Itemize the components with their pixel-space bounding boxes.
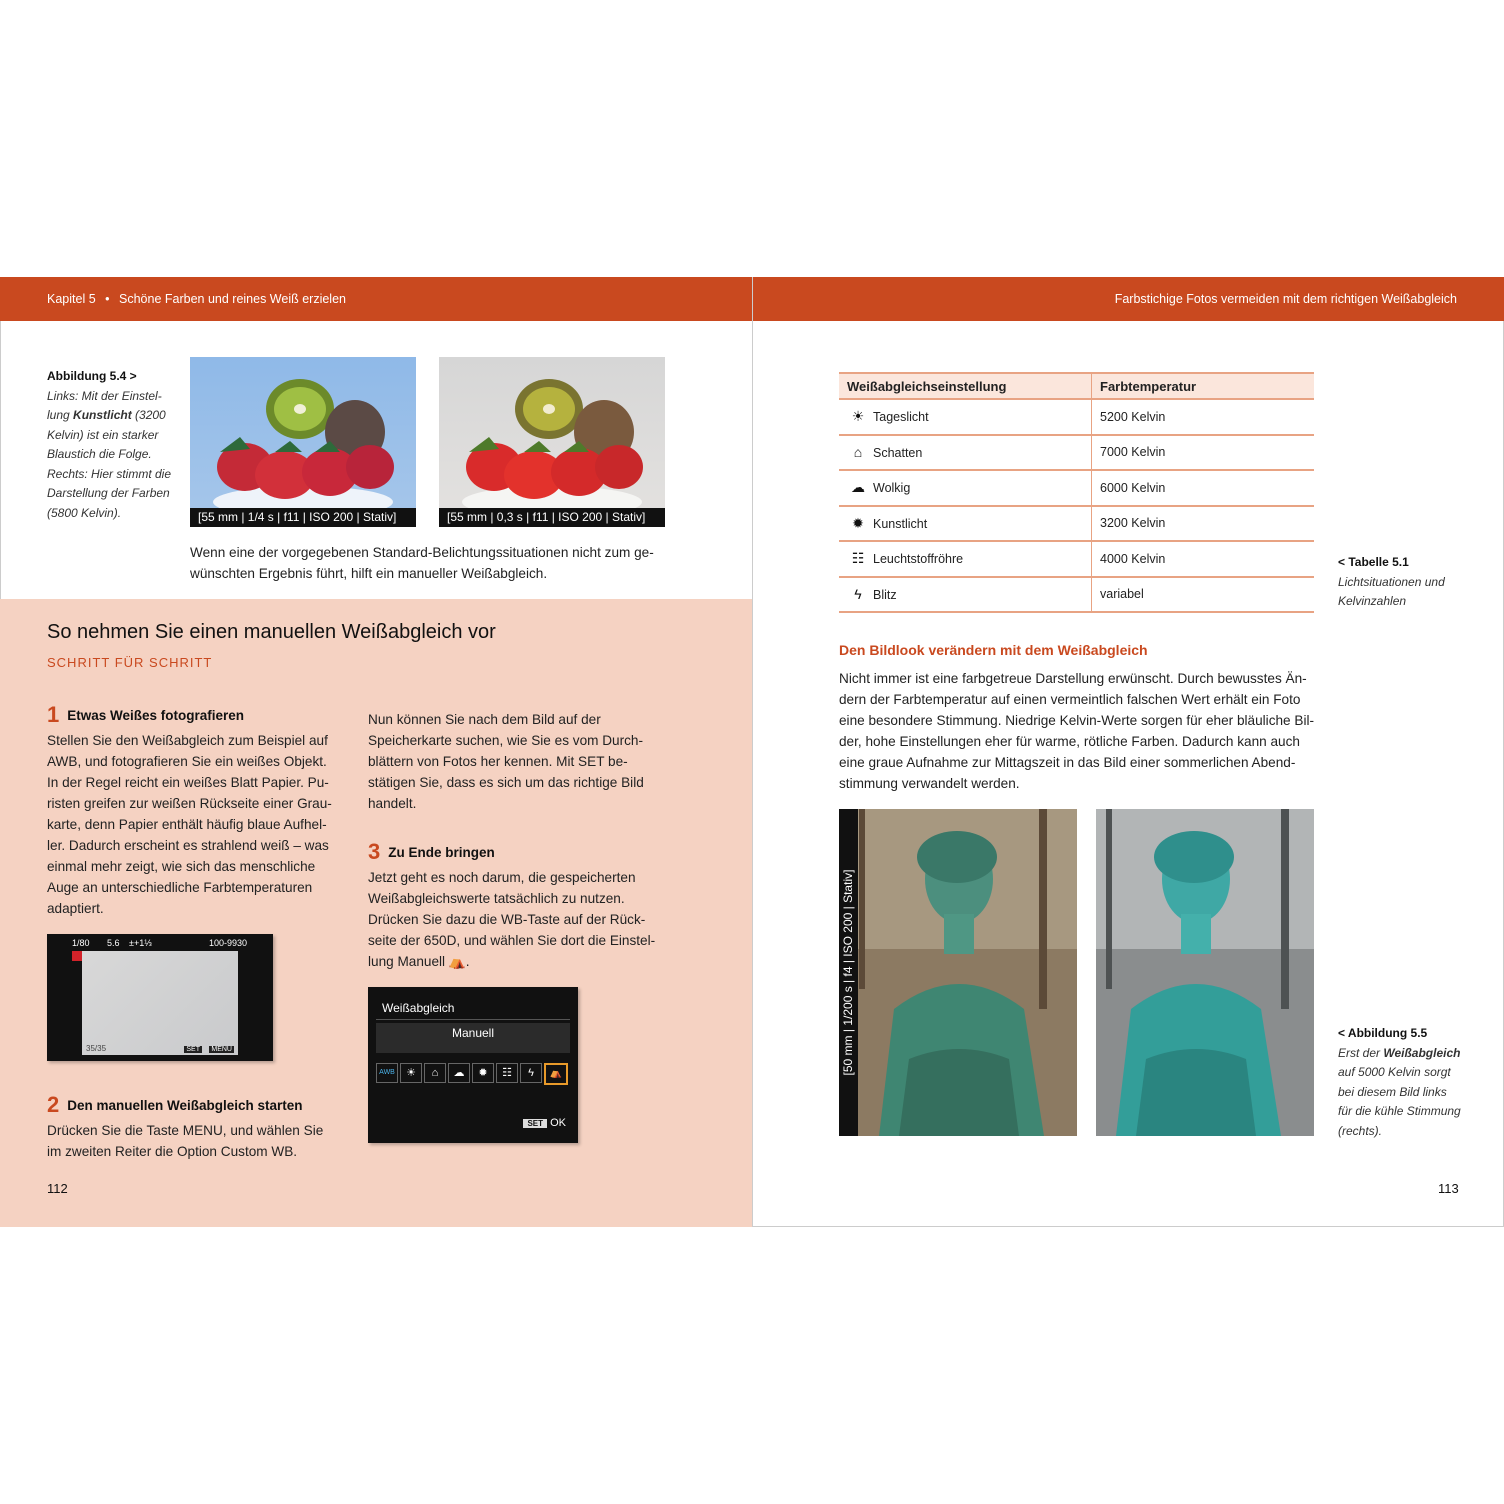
ok-label: OK xyxy=(550,1117,566,1129)
text-line: im zweiten Reiter die Option Custom WB. xyxy=(47,1144,298,1159)
sun-icon: ☀ xyxy=(851,408,865,425)
cell-value: 7000 Kelvin xyxy=(1092,435,1315,471)
text-line: AWB, und fotografieren Sie ein weißes Objekt. xyxy=(47,754,327,769)
figure-label: < Abbildung 5.5 xyxy=(1338,1026,1428,1040)
photo-exif: [55 mm | 1/4 s | f11 | ISO 200 | Stativ] xyxy=(190,508,416,527)
table-row xyxy=(839,541,1314,577)
statue-photo-cool xyxy=(1096,809,1314,1136)
text-line: stätigen Sie, dass es sich um das richtige Bild xyxy=(368,775,644,790)
fruit-photo-blue xyxy=(190,357,416,527)
wb-table-wrapper xyxy=(839,372,1314,613)
sun-icon: ☀ xyxy=(400,1063,422,1083)
book-spread xyxy=(0,277,1504,1227)
step-2-text xyxy=(47,1120,357,1162)
howto-subtitle: SCHRITT FÜR SCHRITT xyxy=(47,655,213,670)
exposure-value: ±+1⅓ xyxy=(129,938,152,948)
table-caption xyxy=(1338,553,1478,612)
text-line: Jetzt geht es noch darum, die gespeicherten xyxy=(368,870,636,885)
figure-label: Abbildung 5.4 > xyxy=(47,369,137,383)
chapter-title: Schöne Farben und reines Weiß erzielen xyxy=(119,292,346,306)
table-row xyxy=(839,470,1314,506)
text-line: der, hohe Einstellungen eher für warme, rötliche Farben. Dadurch kann auch xyxy=(839,734,1300,749)
step-1-text xyxy=(47,730,357,919)
text-line: risten greifen zur weißen Rückseite einer Grau- xyxy=(47,796,332,811)
text-line: Drücken Sie dazu die WB-Taste auf der Rück- xyxy=(368,912,646,927)
text-line: In der Regel reicht ein weißes Blatt Papier. Pu- xyxy=(47,775,329,790)
text-line: Speicherkarte suchen, wie Sie es vom Durch- xyxy=(368,733,644,748)
text-line: stimmung verwandelt werden. xyxy=(839,776,1020,791)
cloud-icon: ☁ xyxy=(851,479,865,496)
cell-value: 4000 Kelvin xyxy=(1092,541,1315,577)
text-line: seite der 650D, und wählen Sie dort die Einstel- xyxy=(368,933,656,948)
left-running-header: Kapitel 5 • Schöne Farben und reines Weiß erzielen xyxy=(0,277,752,321)
photo-exif: [55 mm | 0,3 s | f11 | ISO 200 | Stativ] xyxy=(439,508,665,527)
figure-5-4-caption xyxy=(47,367,177,523)
bulb-icon: ✹ xyxy=(852,514,864,531)
cell-name: Leuchtstoffröhre xyxy=(873,552,964,567)
caption-line: Rechts: Hier stimmt die xyxy=(47,466,172,481)
file-number: 100-9930 xyxy=(209,938,248,948)
caption-line: (rechts). xyxy=(1338,1123,1383,1138)
caption-line: bei diesem Bild links xyxy=(1338,1084,1447,1099)
section-title: Farbstichige Fotos vermeiden mit dem richtigen Weißabgleich xyxy=(1114,292,1457,306)
text-line: Nun können Sie nach dem Bild auf der xyxy=(368,712,601,727)
wb-mode-icons xyxy=(376,1063,572,1085)
cell-value: 3200 Kelvin xyxy=(1092,506,1315,542)
bulb-icon: ✹ xyxy=(472,1063,494,1083)
caption-line: Kelvinzahlen xyxy=(1338,594,1407,608)
table-row xyxy=(839,577,1314,613)
cell-name: Tageslicht xyxy=(873,410,929,425)
shade-icon: ⌂ xyxy=(853,444,863,461)
camera-playback-screen xyxy=(47,934,273,1061)
text-line: handelt. xyxy=(368,796,417,811)
intro-paragraph xyxy=(190,542,710,584)
text-line: Stellen Sie den Weißabgleich zum Beispiel auf xyxy=(47,733,328,748)
white-paper-image xyxy=(82,951,238,1055)
table-row xyxy=(839,435,1314,471)
fluorescent-icon: ☷ xyxy=(851,550,865,567)
right-running-header xyxy=(753,277,1504,321)
caption-line: Kelvin) ist ein starker xyxy=(47,427,159,442)
menu-badge: MENU xyxy=(211,1046,232,1053)
step-3-heading xyxy=(368,839,495,865)
caption-line: auf 5000 Kelvin sorgt xyxy=(1338,1065,1451,1079)
howto-title: So nehmen Sie einen manuellen Weißabgleich vor xyxy=(47,621,496,643)
cell-value: 5200 Kelvin xyxy=(1092,399,1315,435)
cell-name: Kunstlicht xyxy=(873,516,928,531)
caption-line: (5800 Kelvin). xyxy=(47,505,122,520)
caption-line: Links: Mit der Einstel- xyxy=(47,388,162,403)
caption-line: lung Kunstlicht (3200 xyxy=(47,408,166,422)
column-header: Weißabgleichseinstellung xyxy=(839,373,1092,399)
step-1-heading xyxy=(47,702,244,728)
cell-value: variabel xyxy=(1092,577,1315,613)
ok-hint xyxy=(523,1117,566,1129)
text-line: blättern von Fotos her kennen. Mit SET be- xyxy=(368,754,628,769)
section-heading: Den Bildlook verändern mit dem Weißabgleich xyxy=(839,642,1148,658)
chapter-label: Kapitel 5 xyxy=(47,292,96,306)
bildlook-paragraph xyxy=(839,668,1319,794)
step-number: 1 xyxy=(47,702,60,727)
table-label: < Tabelle 5.1 xyxy=(1338,555,1409,569)
step-2-heading xyxy=(47,1092,303,1118)
awb-icon: AWB xyxy=(376,1063,398,1083)
text-line: Auge an unterschiedliche Farbtemperaturen xyxy=(47,880,313,895)
cell-value: 6000 Kelvin xyxy=(1092,470,1315,506)
caption-line: Lichtsituationen und xyxy=(1338,574,1445,589)
shutter-value: 1/80 xyxy=(72,938,90,948)
table-header-row xyxy=(839,373,1314,399)
page-number-left: 112 xyxy=(47,1181,68,1196)
text-line: eine graue Aufnahme zur Mittagszeit in das Bild einer sommerlichen Abend- xyxy=(839,755,1296,770)
set-badge: SET xyxy=(186,1046,200,1053)
custom-wb-icon: ⛺ xyxy=(544,1063,568,1085)
set-badge: SET xyxy=(523,1119,547,1128)
statue-photo-warm xyxy=(839,809,1077,1136)
photo-exif-vertical: [50 mm | 1/200 s | f4 | ISO 200 | Stativ] xyxy=(841,869,855,1076)
text-line: lung Manuell ⛺. xyxy=(368,954,470,969)
caption-line: Erst der Weißabgleich xyxy=(1338,1045,1461,1060)
step-number: 3 xyxy=(368,839,381,864)
shade-icon: ⌂ xyxy=(424,1063,446,1083)
page-number-right: 113 xyxy=(1438,1181,1459,1196)
text-line: Drücken Sie die Taste MENU, und wählen Sie xyxy=(47,1123,324,1138)
wb-table xyxy=(839,372,1314,613)
cell-name: Blitz xyxy=(873,588,897,603)
wb-menu-title: Weißabgleich xyxy=(382,1001,455,1015)
caption-line: für die kühle Stimmung xyxy=(1338,1104,1461,1118)
figure-5-5-caption xyxy=(1338,1024,1488,1141)
table-row xyxy=(839,506,1314,542)
text-line: Wenn eine der vorgegebenen Standard-Belichtungssituationen nicht zum ge- xyxy=(190,545,654,560)
flash-icon: ϟ xyxy=(520,1063,542,1083)
table-row xyxy=(839,399,1314,435)
cell-name: Wolkig xyxy=(873,481,911,496)
text-line: ler. Dadurch erscheint es strahlend weiß – was xyxy=(47,838,329,853)
image-count: 35/35 xyxy=(86,1044,107,1053)
text-line: adaptiert. xyxy=(47,901,104,916)
protect-icon xyxy=(72,951,82,961)
text-line: wünschten Ergebnis führt, hilft ein manueller Weißabgleich. xyxy=(190,566,548,581)
step-title: Den manuellen Weißabgleich starten xyxy=(67,1098,303,1113)
step-title: Etwas Weißes fotografieren xyxy=(67,708,245,723)
step-3-text xyxy=(368,867,678,972)
text-line: einmal mehr zeigt, wie sich das menschliche xyxy=(47,859,316,874)
text-line: eine besondere Stimmung. Niedrige Kelvin-Werte sorgen für eher bläuliche Bil- xyxy=(839,713,1315,728)
text-line: Weißabgleichswerte tatsächlich zu nutzen. xyxy=(368,891,625,906)
text-line: karte, denn Papier enthält häufig blaue Aufhel- xyxy=(47,817,327,832)
fruit-photo-neutral xyxy=(439,357,665,527)
caption-line: Blaustich die Folge. xyxy=(47,447,152,461)
step-1-continued xyxy=(368,709,678,814)
column-header: Farbtemperatur xyxy=(1092,373,1315,399)
wb-selected-mode: Manuell xyxy=(376,1023,570,1053)
aperture-value: 5.6 xyxy=(107,938,120,948)
cloud-icon: ☁ xyxy=(448,1063,470,1083)
camera-wb-menu xyxy=(368,987,578,1143)
cell-name: Schatten xyxy=(873,446,923,461)
text-line: dern der Farbtemperatur auf einen vermeintlich falschen Wert erhält ein Foto xyxy=(839,692,1301,707)
caption-line: Darstellung der Farben xyxy=(47,486,170,500)
fluorescent-icon: ☷ xyxy=(496,1063,518,1083)
step-number: 2 xyxy=(47,1092,60,1117)
text-line: Nicht immer ist eine farbgetreue Darstellung erwünscht. Durch bewusstes Än- xyxy=(839,671,1307,686)
flash-icon: ϟ xyxy=(854,586,862,603)
step-title: Zu Ende bringen xyxy=(388,845,495,860)
